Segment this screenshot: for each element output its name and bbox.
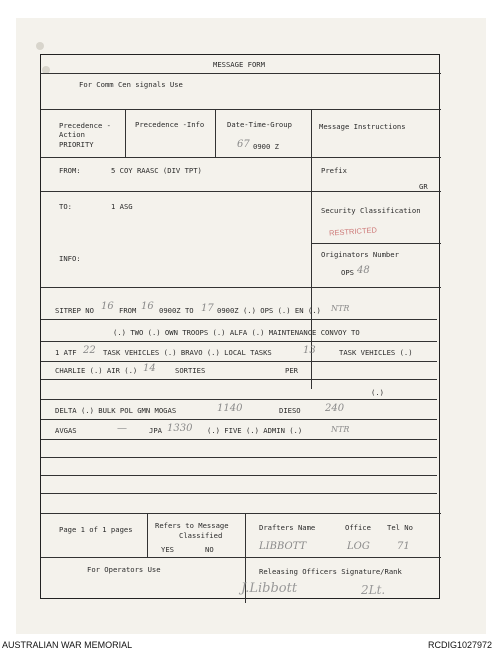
rule: [41, 361, 437, 362]
originators-number-label: Originators Number: [321, 250, 399, 259]
divider: [41, 513, 441, 514]
divider: [41, 287, 441, 288]
message-instructions-label: Message Instructions: [319, 122, 406, 131]
body-line-6a: DELTA (.) BULK POL GMN MOGAS: [55, 406, 177, 415]
office-label: Office: [345, 523, 371, 532]
form-title: MESSAGE FORM: [213, 60, 265, 69]
divider: [41, 157, 441, 158]
body-line-3c: TASK VEHICLES (.): [339, 348, 413, 357]
body-line-1d: 0900Z (.) OPS (.) EN (.): [217, 306, 321, 315]
refers-yes: YES: [161, 545, 174, 554]
from-value: 5 COY RAASC (DIV TPT): [111, 166, 202, 175]
body-line-7c: (.) FIVE (.) ADMIN (.): [207, 426, 303, 435]
refers-to-message-label: Refers to Message: [155, 521, 229, 530]
body-line-2: (.) TWO (.) OWN TROOPS (.) ALFA (.) MAINTENANCE CONVOY TO: [113, 328, 360, 337]
precedence-info-label: Precedence -Info: [135, 120, 205, 129]
rule: [41, 457, 437, 458]
message-form: [40, 54, 440, 599]
body-hand-sorties: 14: [143, 363, 156, 374]
dtg-hand: 67: [237, 139, 250, 150]
rule: [41, 379, 437, 380]
rule: [41, 341, 437, 342]
dtg-label: Date-Time-Group: [227, 120, 292, 129]
divider: [41, 557, 441, 558]
dtg-value: 0900 Z: [253, 142, 279, 151]
body-hand-to: 17: [201, 303, 214, 314]
office-hand: LOG: [347, 541, 370, 552]
body-hand-n2: 13: [303, 345, 316, 356]
security-classification-label: Security Classification: [321, 206, 421, 215]
body-line-6b: DIESO: [279, 406, 301, 415]
originators-hand: 48: [357, 265, 370, 276]
body-hand-no: 16: [101, 301, 114, 312]
rule: [41, 419, 437, 420]
body-line-4b: SORTIES: [175, 366, 206, 375]
releasing-rank: 2Lt.: [361, 583, 386, 597]
tel-hand: 71: [397, 541, 410, 552]
body-hand-ntr: NTR: [331, 304, 350, 313]
rule: [41, 475, 437, 476]
rule: [41, 399, 437, 400]
body-line-1b: FROM: [119, 306, 137, 315]
divider: [215, 109, 216, 157]
body-hand-from: 16: [141, 301, 154, 312]
to-label: TO:: [59, 202, 72, 211]
body-hand-ntr2: NTR: [331, 425, 350, 434]
divider: [125, 109, 126, 157]
body-hand-avgas: —: [117, 423, 127, 434]
punch-hole: [36, 42, 44, 50]
body-line-4c: PER: [285, 366, 298, 375]
drafter-name-hand: LIBBOTT: [259, 541, 307, 552]
divider: [147, 513, 148, 557]
rule: [41, 493, 437, 494]
divider: [311, 109, 312, 157]
body-line-3b: TASK VEHICLES (.) BRAVO (.) LOCAL TASKS: [103, 348, 272, 357]
security-stamp: RESTRICTED: [328, 225, 378, 238]
footer-id: RCDIG1027972: [427, 640, 492, 650]
drafters-name-label: Drafters Name: [259, 523, 316, 532]
rule: [41, 319, 437, 320]
releasing-signature: J.Libbott: [241, 581, 298, 596]
body-line-1c: 0900Z TO: [159, 306, 194, 315]
prefix-value: GR: [419, 182, 428, 191]
body-hand-mogas: 1140: [217, 403, 243, 414]
operators-use-label: For Operators Use: [87, 565, 161, 574]
releasing-officer-label: Releasing Officers Signature/Rank: [259, 567, 402, 576]
body-line-1a: SITREP NO: [55, 306, 94, 315]
divider: [41, 73, 441, 74]
info-label: INFO:: [59, 254, 81, 263]
body-line-4a: CHARLIE (.) AIR (.): [55, 366, 138, 375]
body-hand-n1: 22: [83, 345, 96, 356]
divider: [41, 191, 441, 192]
divider: [311, 243, 441, 244]
footer-credit: AUSTRALIAN WAR MEMORIAL: [2, 640, 133, 650]
rule: [41, 439, 437, 440]
divider: [41, 109, 441, 110]
body-line-3a: 1 ATF: [55, 348, 77, 357]
page-count: Page 1 of 1 pages: [59, 525, 133, 534]
prefix-label: Prefix: [321, 166, 347, 175]
body-line-7a: AVGAS: [55, 426, 77, 435]
body-hand-dieso: 240: [325, 403, 345, 414]
body-hand-jpa: 1330: [167, 423, 193, 434]
body-line-5: (.): [371, 388, 384, 397]
precedence-action-value: PRIORITY: [59, 140, 94, 149]
classified-label: Classified: [179, 531, 223, 540]
originators-number-value: OPS: [341, 268, 354, 277]
body-line-7b: JPA: [149, 426, 162, 435]
refers-no: NO: [205, 545, 214, 554]
from-label: FROM:: [59, 166, 81, 175]
tel-no-label: Tel No: [387, 523, 413, 532]
comm-centre-label: For Comm Cen signals Use: [79, 80, 183, 89]
to-value: 1 ASG: [111, 202, 133, 211]
precedence-action-label: Precedence - Action: [59, 121, 111, 140]
